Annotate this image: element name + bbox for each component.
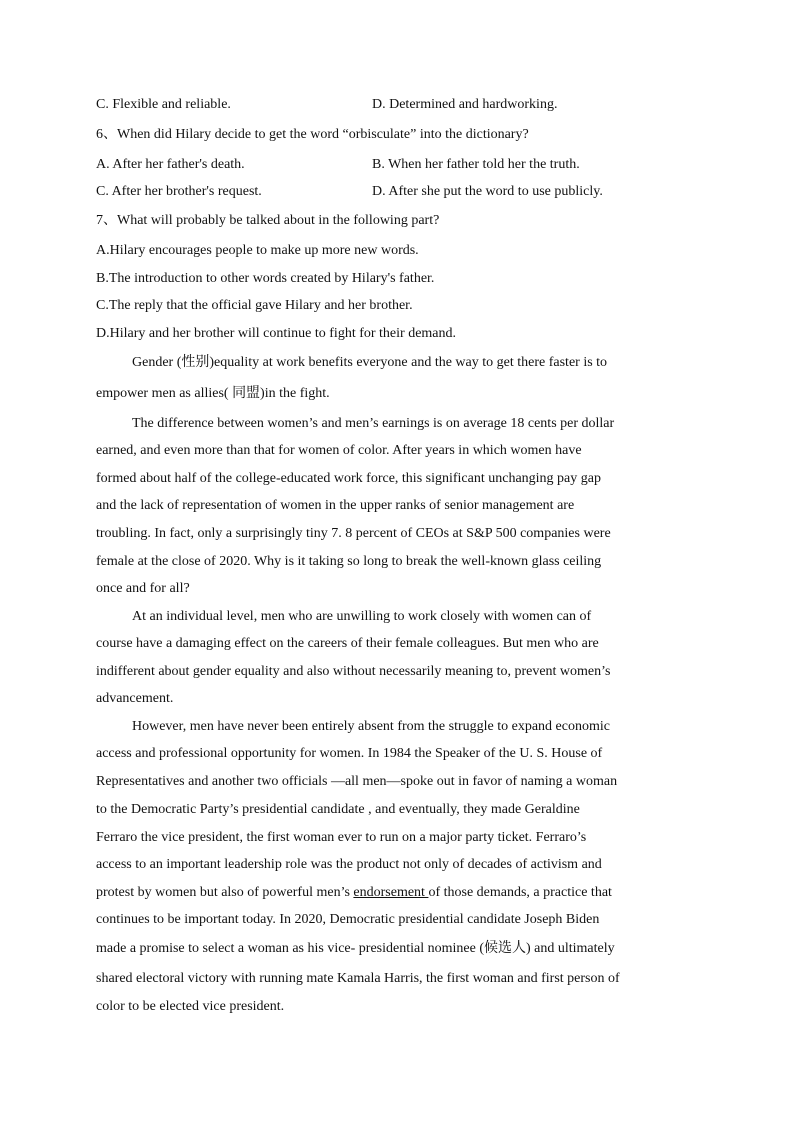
q5-options-row-cd [96,96,706,114]
q5-option-d: D. Determined and hardworking. [372,97,558,112]
q6-option-d: D. After she put the word to use publicly. [372,184,603,199]
passage-p1-line-2: empower men as allies( 同盟)in the fight. [96,386,330,401]
passage-p3-line-1: At an individual level, men who are unwilling to work closely with women can of [132,609,592,624]
passage-p4-line-4: to the Democratic Party’s presidential candidate , and eventually, they made Geraldine [96,802,580,817]
passage-p2-line-6: female at the close of 2020. Why is it taking so long to break the well-known glass ceiling [96,554,602,569]
line-text-after-underline: of those demands, a practice that [428,885,612,900]
q7-option-a: A.Hilary encourages people to make up more new words. [96,243,419,258]
passage-p3-line-4: advancement. [96,691,174,706]
q6-options-row-cd [96,183,706,201]
passage-p4-line-5: Ferraro the vice president, the first woman ever to run on a major party ticket. Ferraro’s [96,830,587,845]
q7-option-c: C.The reply that the official gave Hilary and her brother. [96,298,413,313]
passage-p4-line-2: access and professional opportunity for women. In 1984 the Speaker of the U. S. House of [96,746,603,761]
passage-p1-line-1: Gender (性别)equality at work benefits everyone and the way to get there faster is to [132,355,608,370]
passage-p2-line-4: and the lack of representation of women in the upper ranks of senior management are [96,498,575,513]
q6-options-row-ab [96,156,706,174]
q6-option-c: C. After her brother's request. [96,184,262,199]
passage-p3-line-2: course have a damaging effect on the careers of their female colleagues. But men who are [96,636,599,651]
passage-p3-line-3: indifferent about gender equality and also without necessarily meaning to, prevent women’s [96,664,611,679]
passage-p2-line-5: troubling. In fact, only a surprisingly tiny 7. 8 percent of CEOs at S&P 500 companies were [96,526,611,541]
passage-p4-line-6: access to an important leadership role was the product not only of decades of activism and [96,857,602,872]
passage-p4-line-8: continues to be important today. In 2020, Democratic presidential candidate Joseph Biden [96,912,600,927]
line-text-before-underline: protest by women but also of powerful men’s [96,885,354,900]
passage-p2-line-3: formed about half of the college-educated work force, this significant unchanging pay gap [96,471,601,486]
passage-p4-line-9: made a promise to select a woman as his vice- presidential nominee (候选人) and ultimately [96,941,615,956]
passage-p4-line-11: color to be elected vice president. [96,999,285,1014]
q6-stem: 6、When did Hilary decide to get the word “orbisculate” into the dictionary? [96,127,529,142]
passage-p4-line-1: However, men have never been entirely absent from the struggle to expand economic [132,719,610,734]
q5-option-c: C. Flexible and reliable. [96,97,231,112]
passage-p2-line-7: once and for all? [96,581,190,596]
q7-option-b: B.The introduction to other words created by Hilary's father. [96,271,435,286]
q6-option-b: B. When her father told her the truth. [372,157,580,172]
underlined-word-endorsement: endorsement [353,885,429,900]
q7-stem: 7、What will probably be talked about in the following part? [96,213,440,228]
passage-p4-line-7 [96,884,706,902]
q7-option-d: D.Hilary and her brother will continue to fight for their demand. [96,326,457,341]
passage-p4-line-3: Representatives and another two officials —all men—spoke out in favor of naming a woman [96,774,618,789]
passage-p4-line-10: shared electoral victory with running mate Kamala Harris, the first woman and first person of [96,971,620,986]
passage-p2-line-2: earned, and even more than that for women of color. After years in which women have [96,443,582,458]
passage-p2-line-1: The difference between women’s and men’s earnings is on average 18 cents per dollar [132,416,615,431]
q6-option-a: A. After her father's death. [96,157,245,172]
